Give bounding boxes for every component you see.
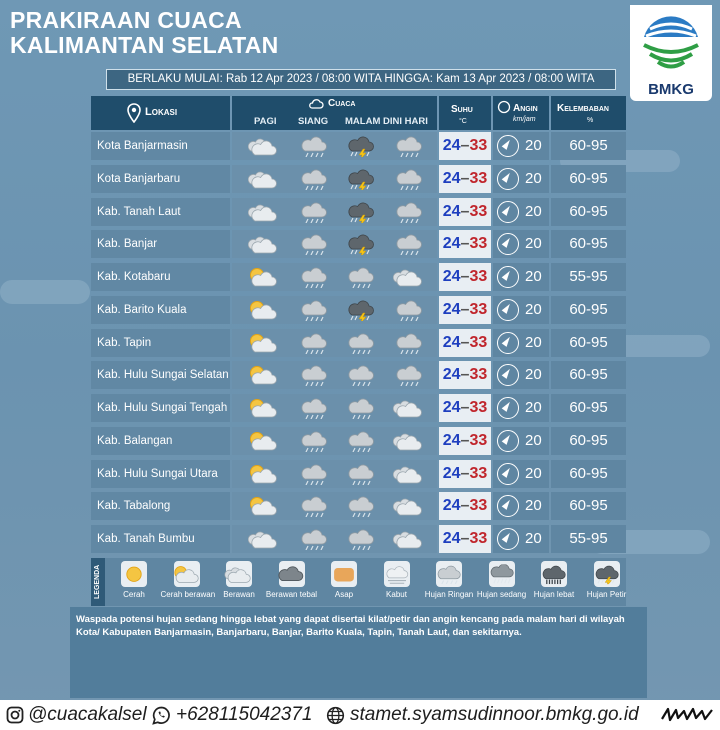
humidity-cell: 60-95: [551, 296, 626, 324]
legend-item-cerah-berawan: [160, 561, 216, 599]
temp-max: 33: [469, 203, 488, 220]
wind-cell: [493, 230, 549, 258]
temp-min: 24: [442, 432, 461, 449]
temp-min: 24: [442, 530, 461, 547]
temp-separator: –: [460, 137, 470, 154]
temp-separator: –: [460, 432, 470, 449]
hujan-ringan-icon: [345, 332, 377, 354]
hujan-ringan-icon: [298, 233, 330, 255]
hujan-ringan-icon: [393, 135, 425, 157]
wind-cell: [493, 361, 549, 389]
hujan-petir-icon: [345, 233, 377, 255]
location-name: Kota Banjarbaru: [91, 165, 230, 193]
temp-max: 33: [469, 137, 488, 154]
temp-separator: –: [460, 203, 470, 220]
temperature-cell: [439, 263, 491, 291]
cerah-berawan-icon: [248, 495, 280, 517]
temperature-cell: [439, 361, 491, 389]
whatsapp-icon: [152, 706, 171, 725]
title-line-2: KALIMANTAN SELATAN: [10, 32, 279, 58]
wind-cell: [493, 394, 549, 422]
hujan-ringan-icon: [298, 266, 330, 288]
temp-min: 24: [442, 203, 461, 220]
berawan-icon: [226, 561, 252, 587]
humidity-cell: 60-95: [551, 165, 626, 193]
wind-direction-icon: [497, 430, 519, 452]
header-kelembaban-label: Kelembaban: [557, 103, 609, 114]
weather-cell: [232, 165, 437, 193]
weather-cell: [232, 230, 437, 258]
wind-cell: [493, 198, 549, 226]
temp-separator: –: [460, 235, 470, 252]
cerah-berawan-icon: [248, 299, 280, 321]
weather-header-icon: [308, 98, 324, 110]
wind-speed: 20: [525, 235, 542, 252]
humidity-cell: 60-95: [551, 132, 626, 160]
wind-direction-icon: [497, 168, 519, 190]
temp-min: 24: [442, 334, 461, 351]
header-angin-label: Angin: [513, 103, 538, 114]
wind-direction-icon: [497, 463, 519, 485]
cerah-icon: [121, 561, 147, 587]
location-name: Kab. Tanah Bumbu: [91, 525, 230, 553]
header-cuaca: [232, 96, 437, 130]
hujan-ringan-icon: [345, 266, 377, 288]
location-name: Kab. Tabalong: [91, 492, 230, 520]
berawan-icon: [248, 168, 280, 190]
legend-item-hujan-lebat: [528, 561, 580, 599]
humidity-cell: 55-95: [551, 525, 626, 553]
temp-max: 33: [469, 366, 488, 383]
wind-header-icon: [497, 100, 511, 114]
wind-speed: 20: [525, 432, 542, 449]
bmkg-emblem-icon: [636, 9, 706, 79]
temp-max: 33: [469, 235, 488, 252]
hujan-ringan-icon: [345, 364, 377, 386]
header-cuaca-label: Cuaca: [328, 98, 356, 109]
wind-cell: [493, 460, 549, 488]
hujan-ringan-icon: [298, 495, 330, 517]
legend: [91, 558, 626, 606]
humidity-cell: 60-95: [551, 230, 626, 258]
header-kelembaban-unit: %: [587, 117, 594, 124]
header-lokasi: [91, 96, 230, 130]
legend-item-cerah: [108, 561, 160, 599]
legend-item-hujan-sedang: [476, 561, 528, 599]
title-line-1: PRAKIRAAN CUACA: [10, 7, 242, 33]
legend-label: Kabut: [386, 590, 407, 599]
location-name: Kab. Barito Kuala: [91, 296, 230, 324]
wind-cell: [493, 296, 549, 324]
weather-cell: [232, 132, 437, 160]
wind-direction-icon: [497, 332, 519, 354]
bmkg-logo: [630, 5, 712, 101]
hujan-ringan-icon: [298, 332, 330, 354]
wind-cell: [493, 525, 549, 553]
wind-cell: [493, 492, 549, 520]
wind-speed: 20: [525, 366, 542, 383]
temperature-cell: [439, 132, 491, 160]
hujan-ringan-icon: [393, 233, 425, 255]
hujan-ringan-icon: [393, 201, 425, 223]
temp-max: 33: [469, 334, 488, 351]
warning-text: Waspada potensi hujan sedang hingga lebat yang dapat disertai kilat/petir dan angin kencang pada malam hari di wilayah Kota/ Kabupaten Banjarmasin, Banjarbaru, Banjar, Barito Kuala, Tapin, Tanah Laut, dan sekitarnya.: [70, 607, 647, 698]
footer: [0, 700, 720, 730]
signature-logo: [660, 705, 714, 725]
legend-label: Hujan lebat: [533, 590, 575, 599]
humidity-cell: 60-95: [551, 394, 626, 422]
globe-icon: [326, 706, 345, 725]
temp-min: 24: [442, 268, 461, 285]
humidity-cell: 60-95: [551, 492, 626, 520]
legend-label: Hujan Petir: [586, 590, 627, 599]
hujan-petir-icon: [345, 168, 377, 190]
period-dini-hari: DINI HARI: [383, 116, 428, 127]
instagram-icon: [6, 706, 24, 724]
hujan-ringan-icon: [345, 463, 377, 485]
temp-max: 33: [469, 301, 488, 318]
berawan-icon: [248, 135, 280, 157]
legend-item-berawan: [213, 561, 265, 599]
berawan-icon: [248, 201, 280, 223]
humidity-cell: 60-95: [551, 460, 626, 488]
location-name: Kab. Kotabaru: [91, 263, 230, 291]
kabut-icon: [384, 561, 410, 587]
berawan-icon: [393, 463, 425, 485]
period-malam: MALAM: [345, 116, 381, 127]
temp-min: 24: [442, 137, 461, 154]
temperature-cell: [439, 296, 491, 324]
weather-cell: [232, 394, 437, 422]
hujan-lebat-icon: [541, 561, 567, 587]
header-angin-unit: km/jam: [513, 116, 536, 123]
temp-min: 24: [442, 399, 461, 416]
weather-cell: [232, 329, 437, 357]
asap-icon: [331, 561, 357, 587]
temp-min: 24: [442, 170, 461, 187]
period-pagi: PAGI: [254, 116, 277, 127]
berawan-icon: [393, 495, 425, 517]
temp-max: 33: [469, 530, 488, 547]
wind-direction-icon: [497, 397, 519, 419]
hujan-ringan-icon: [393, 168, 425, 190]
cerah-berawan-icon: [248, 430, 280, 452]
temperature-cell: [439, 427, 491, 455]
cerah-berawan-icon: [248, 266, 280, 288]
wind-cell: [493, 132, 549, 160]
wind-direction-icon: [497, 266, 519, 288]
location-name: Kab. Tapin: [91, 329, 230, 357]
temperature-cell: [439, 198, 491, 226]
wind-direction-icon: [497, 364, 519, 386]
hujan-ringan-icon: [345, 495, 377, 517]
hujan-petir-icon: [345, 299, 377, 321]
berawan-icon: [248, 528, 280, 550]
location-name: Kab. Tanah Laut: [91, 198, 230, 226]
wind-direction-icon: [497, 528, 519, 550]
temperature-cell: [439, 460, 491, 488]
background-cloud: [0, 280, 90, 304]
humidity-cell: 60-95: [551, 198, 626, 226]
temp-separator: –: [460, 465, 470, 482]
wind-speed: 20: [525, 137, 542, 154]
wind-cell: [493, 329, 549, 357]
hujan-ringan-icon: [393, 332, 425, 354]
wind-speed: 20: [525, 399, 542, 416]
temp-min: 24: [442, 235, 461, 252]
berawan-tebal-icon: [279, 561, 305, 587]
validity-period: BERLAKU MULAI: Rab 12 Apr 2023 / 08:00 WITA HINGGA: Kam 13 Apr 2023 / 08:00 WITA: [106, 69, 616, 90]
hujan-ringan-icon: [298, 397, 330, 419]
legend-label: Cerah: [123, 590, 145, 599]
cerah-berawan-icon: [174, 561, 200, 587]
legend-label: Hujan sedang: [476, 590, 527, 599]
wind-direction-icon: [497, 135, 519, 157]
legend-title: LEGENDA: [91, 558, 105, 606]
hujan-ringan-icon: [393, 299, 425, 321]
temp-separator: –: [460, 268, 470, 285]
wind-speed: 20: [525, 268, 542, 285]
wind-direction-icon: [497, 201, 519, 223]
hujan-ringan-icon: [298, 201, 330, 223]
temp-min: 24: [442, 497, 461, 514]
temp-max: 33: [469, 432, 488, 449]
berawan-icon: [393, 397, 425, 419]
location-name: Kab. Hulu Sungai Selatan: [91, 361, 230, 389]
berawan-icon: [393, 528, 425, 550]
temperature-cell: [439, 165, 491, 193]
temp-min: 24: [442, 465, 461, 482]
wind-cell: [493, 427, 549, 455]
temp-max: 33: [469, 268, 488, 285]
hujan-ringan-icon: [298, 299, 330, 321]
temperature-cell: [439, 525, 491, 553]
wind-speed: 20: [525, 497, 542, 514]
temp-separator: –: [460, 530, 470, 547]
location-name: Kab. Banjar: [91, 230, 230, 258]
hujan-ringan-icon: [345, 528, 377, 550]
weather-cell: [232, 198, 437, 226]
period-siang: SIANG: [298, 116, 329, 127]
temperature-cell: [439, 394, 491, 422]
temperature-cell: [439, 329, 491, 357]
website-url[interactable]: stamet.syamsudinnoor.bmkg.go.id: [350, 704, 639, 725]
hujan-petir-icon: [345, 135, 377, 157]
hujan-petir-icon: [345, 201, 377, 223]
temp-separator: –: [460, 366, 470, 383]
berawan-icon: [393, 266, 425, 288]
wind-speed: 20: [525, 334, 542, 351]
hujan-ringan-icon: [393, 364, 425, 386]
legend-item-berawan-tebal: [266, 561, 318, 599]
weather-cell: [232, 460, 437, 488]
location-name: Kab. Hulu Sungai Utara: [91, 460, 230, 488]
hujan-ringan-icon: [298, 168, 330, 190]
header-angin: [493, 96, 549, 130]
humidity-cell: 60-95: [551, 427, 626, 455]
wind-direction-icon: [497, 233, 519, 255]
temp-separator: –: [460, 497, 470, 514]
legend-label: Hujan Ringan: [424, 590, 474, 599]
weather-cell: [232, 492, 437, 520]
location-pin-icon: [127, 103, 141, 123]
temperature-cell: [439, 492, 491, 520]
hujan-ringan-icon: [298, 528, 330, 550]
logo-text: BMKG: [648, 81, 694, 98]
location-name: Kota Banjarmasin: [91, 132, 230, 160]
wind-direction-icon: [497, 299, 519, 321]
humidity-cell: 60-95: [551, 361, 626, 389]
wind-speed: 20: [525, 465, 542, 482]
temp-min: 24: [442, 301, 461, 318]
legend-label: Berawan tebal: [265, 590, 318, 599]
wind-cell: [493, 263, 549, 291]
wind-speed: 20: [525, 203, 542, 220]
hujan-ringan-icon: [345, 397, 377, 419]
hujan-sedang-icon: [489, 561, 515, 587]
wind-speed: 20: [525, 301, 542, 318]
berawan-icon: [248, 233, 280, 255]
legend-item-hujan-ringan: [423, 561, 475, 599]
wind-cell: [493, 165, 549, 193]
wind-speed: 20: [525, 170, 542, 187]
cerah-berawan-icon: [248, 463, 280, 485]
weather-cell: [232, 296, 437, 324]
wind-speed: 20: [525, 530, 542, 547]
temp-separator: –: [460, 399, 470, 416]
wind-direction-icon: [497, 495, 519, 517]
legend-label: Berawan: [223, 590, 255, 599]
humidity-cell: 55-95: [551, 263, 626, 291]
legend-label: Cerah berawan: [160, 590, 216, 599]
instagram-handle[interactable]: @cuacakalsel: [28, 704, 147, 725]
header-suhu: [439, 96, 491, 130]
temp-separator: –: [460, 301, 470, 318]
header-lokasi-label: Lokasi: [145, 106, 178, 118]
temp-max: 33: [469, 170, 488, 187]
weather-cell: [232, 525, 437, 553]
hujan-ringan-icon: [298, 364, 330, 386]
legend-label: Asap: [334, 590, 354, 599]
hujan-ringan-icon: [298, 463, 330, 485]
hujan-ringan-icon: [436, 561, 462, 587]
temp-max: 33: [469, 465, 488, 482]
weather-cell: [232, 361, 437, 389]
temp-max: 33: [469, 399, 488, 416]
cerah-berawan-icon: [248, 397, 280, 419]
cerah-berawan-icon: [248, 364, 280, 386]
whatsapp-number[interactable]: +628115042371: [176, 704, 313, 725]
legend-item-hujan-petir: [581, 561, 633, 599]
hujan-ringan-icon: [298, 430, 330, 452]
temp-separator: –: [460, 170, 470, 187]
hujan-ringan-icon: [298, 135, 330, 157]
temp-max: 33: [469, 497, 488, 514]
header-kelembaban: [551, 96, 626, 130]
temperature-cell: [439, 230, 491, 258]
page-title: [10, 8, 279, 58]
hujan-ringan-icon: [345, 430, 377, 452]
temp-min: 24: [442, 366, 461, 383]
location-name: Kab. Hulu Sungai Tengah: [91, 394, 230, 422]
humidity-cell: 60-95: [551, 329, 626, 357]
legend-item-asap: [318, 561, 370, 599]
temp-separator: –: [460, 334, 470, 351]
berawan-icon: [393, 430, 425, 452]
header-suhu-label: Suhu: [451, 104, 473, 115]
weather-cell: [232, 263, 437, 291]
location-name: Kab. Balangan: [91, 427, 230, 455]
legend-item-kabut: [371, 561, 423, 599]
weather-cell: [232, 427, 437, 455]
cerah-berawan-icon: [248, 332, 280, 354]
header-suhu-unit: °C: [459, 118, 467, 125]
hujan-petir-icon: [594, 561, 620, 587]
